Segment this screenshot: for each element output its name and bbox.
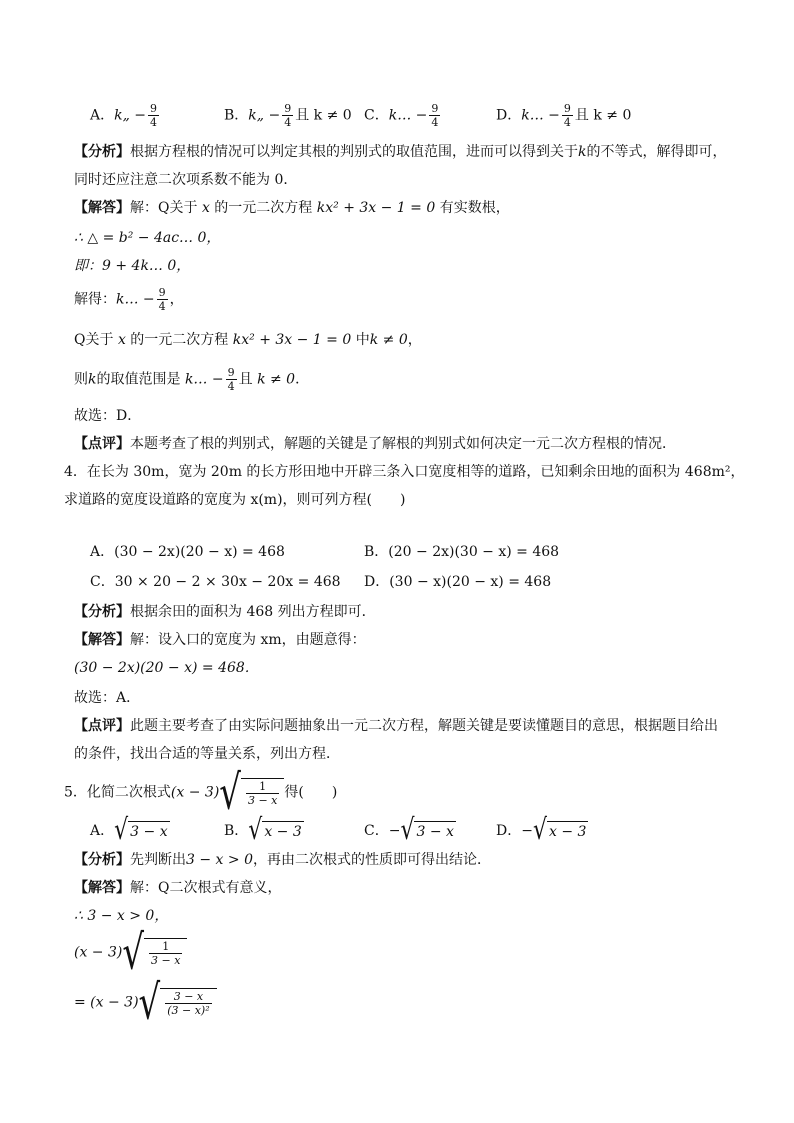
fraction: $\frac{9}{4}$ bbox=[150, 102, 158, 129]
q4-option-c: C．30 × 20 − 2 × 30x − 20x = 468 bbox=[90, 574, 341, 590]
radical: √ $\frac{1}{3 - x}$ bbox=[219, 778, 284, 807]
q3-answer-line-6: 则k的取值范围是 k… − $\frac{9}{4}$ 且 k ≠ 0． bbox=[74, 366, 310, 393]
radical: √ $\frac{3 - x}{\text{(3 − x)²}}$ bbox=[139, 988, 217, 1017]
q5-analysis: 【分析】先判断出3 − x > 0，再由二次根式的性质即可得出结论． bbox=[74, 852, 491, 868]
q3-option-a: A．k„ − $\frac{9}{4}$ bbox=[90, 102, 158, 129]
fraction: $\frac{9}{4}$ bbox=[563, 102, 571, 129]
q4-answer-line-2: (30 − 2x)(20 − x) = 468． bbox=[74, 660, 259, 676]
q3-choice: 故选：D． bbox=[74, 408, 142, 424]
q4-option-b: B．(20 − 2x)(30 − x) = 468 bbox=[364, 544, 560, 560]
radical: √ 3 − x bbox=[114, 814, 168, 847]
q4-comment-line-1: 【点评】此题主要考查了由实际问题抽象出一元二次方程，解题关键是要读懂题目的意思，根据题目给出 bbox=[74, 718, 718, 734]
q5-option-d: D．− √ x − 3 bbox=[496, 814, 587, 847]
q5-option-c: C．− √ 3 − x bbox=[364, 814, 454, 847]
fraction: $\frac{9}{4}$ bbox=[158, 286, 166, 313]
q3-option-c: C．k… − $\frac{9}{4}$ bbox=[364, 102, 439, 129]
radical: √ $\frac{1}{3 - x}$ bbox=[122, 938, 187, 967]
fraction: $\frac{1}{3 - x}$ bbox=[151, 940, 181, 967]
radical: √ 3 − x bbox=[400, 814, 454, 847]
q3-answer-line-2: ∴ △ = b² − 4ac… 0， bbox=[74, 230, 221, 246]
fraction: $\frac{3 - x}{\text{(3 − x)²}}$ bbox=[167, 990, 210, 1017]
q3-option-d: D．k… − $\frac{9}{4}$ 且 k ≠ 0 bbox=[496, 102, 632, 129]
q3-answer-line-4: 解得：k… − $\frac{9}{4}$ ， bbox=[74, 286, 184, 313]
q5-answer-line-4: = (x − 3) √ $\frac{3 - x}{\text{(3 − x)²}}$ bbox=[74, 988, 217, 1017]
q5-option-b: B． √ x − 3 bbox=[224, 814, 302, 847]
q5-option-a: A． √ 3 − x bbox=[90, 814, 168, 847]
fraction: $\frac{9}{4}$ bbox=[284, 102, 292, 129]
q5-answer-line-3: (x − 3) √ $\frac{1}{3 - x}$ bbox=[74, 938, 187, 967]
radical: √ x − 3 bbox=[532, 814, 587, 847]
q3-analysis: 【分析】根据方程根的情况可以判定其根的判别式的取值范围，进而可以得到关于k的不等式，解得即可， bbox=[74, 144, 727, 160]
q5-stem: 5．化简二次根式(x − 3) √ $\frac{1}{3 - x}$ 得( ) bbox=[64, 764, 338, 821]
q4-stem-line-1: 4．在长为 30m，宽为 20m 的长方形田地中开辟三条入口宽度相等的道路，已知剩余田地的面积为 468m²， bbox=[64, 464, 745, 480]
q3-answer-line-1: 【解答】解：Q关于 x 的一元二次方程 kx² + 3x − 1 = 0 有实数根， bbox=[74, 200, 510, 216]
q4-comment-line-2: 的条件，找出合适的等量关系，列出方程． bbox=[74, 746, 340, 762]
q4-option-a: A．(30 − 2x)(20 − x) = 468 bbox=[90, 544, 285, 560]
fraction: $\frac{9}{4}$ bbox=[227, 366, 235, 393]
q3-comment: 【点评】本题考查了根的判别式，解题的关键是了解根的判别式如何决定一元二次方程根的情况． bbox=[74, 436, 676, 452]
q5-answer-line-2: ∴ 3 − x > 0， bbox=[74, 908, 169, 924]
q5-answer-line-1: 【解答】解：Q二次根式有意义， bbox=[74, 880, 282, 896]
q4-choice: 故选：A． bbox=[74, 690, 141, 706]
q3-analysis-cont: 同时还应注意二次项系数不能为 0． bbox=[74, 172, 298, 188]
q4-analysis: 【分析】根据余田的面积为 468 列出方程即可． bbox=[74, 604, 376, 620]
fraction: $\frac{9}{4}$ bbox=[431, 102, 439, 129]
q3-option-b: B．k„ − $\frac{9}{4}$ 且 k ≠ 0 bbox=[224, 102, 352, 129]
q4-option-d: D．(30 − x)(20 − x) = 468 bbox=[364, 574, 552, 590]
q4-stem-line-2: 求道路的宽度设道路的宽度为 x(m)，则可列方程( ) bbox=[64, 492, 406, 508]
q3-answer-line-5: Q关于 x 的一元二次方程 kx² + 3x − 1 = 0 中k ≠ 0， bbox=[74, 332, 422, 348]
radical: √ x − 3 bbox=[248, 814, 302, 847]
fraction: $\frac{1}{3 - x}$ bbox=[247, 780, 278, 807]
q3-answer-line-3: 即：9 + 4k… 0， bbox=[74, 258, 191, 274]
q4-answer-line-1: 【解答】解：设入口的宽度为 xm，由题意得： bbox=[74, 632, 366, 648]
